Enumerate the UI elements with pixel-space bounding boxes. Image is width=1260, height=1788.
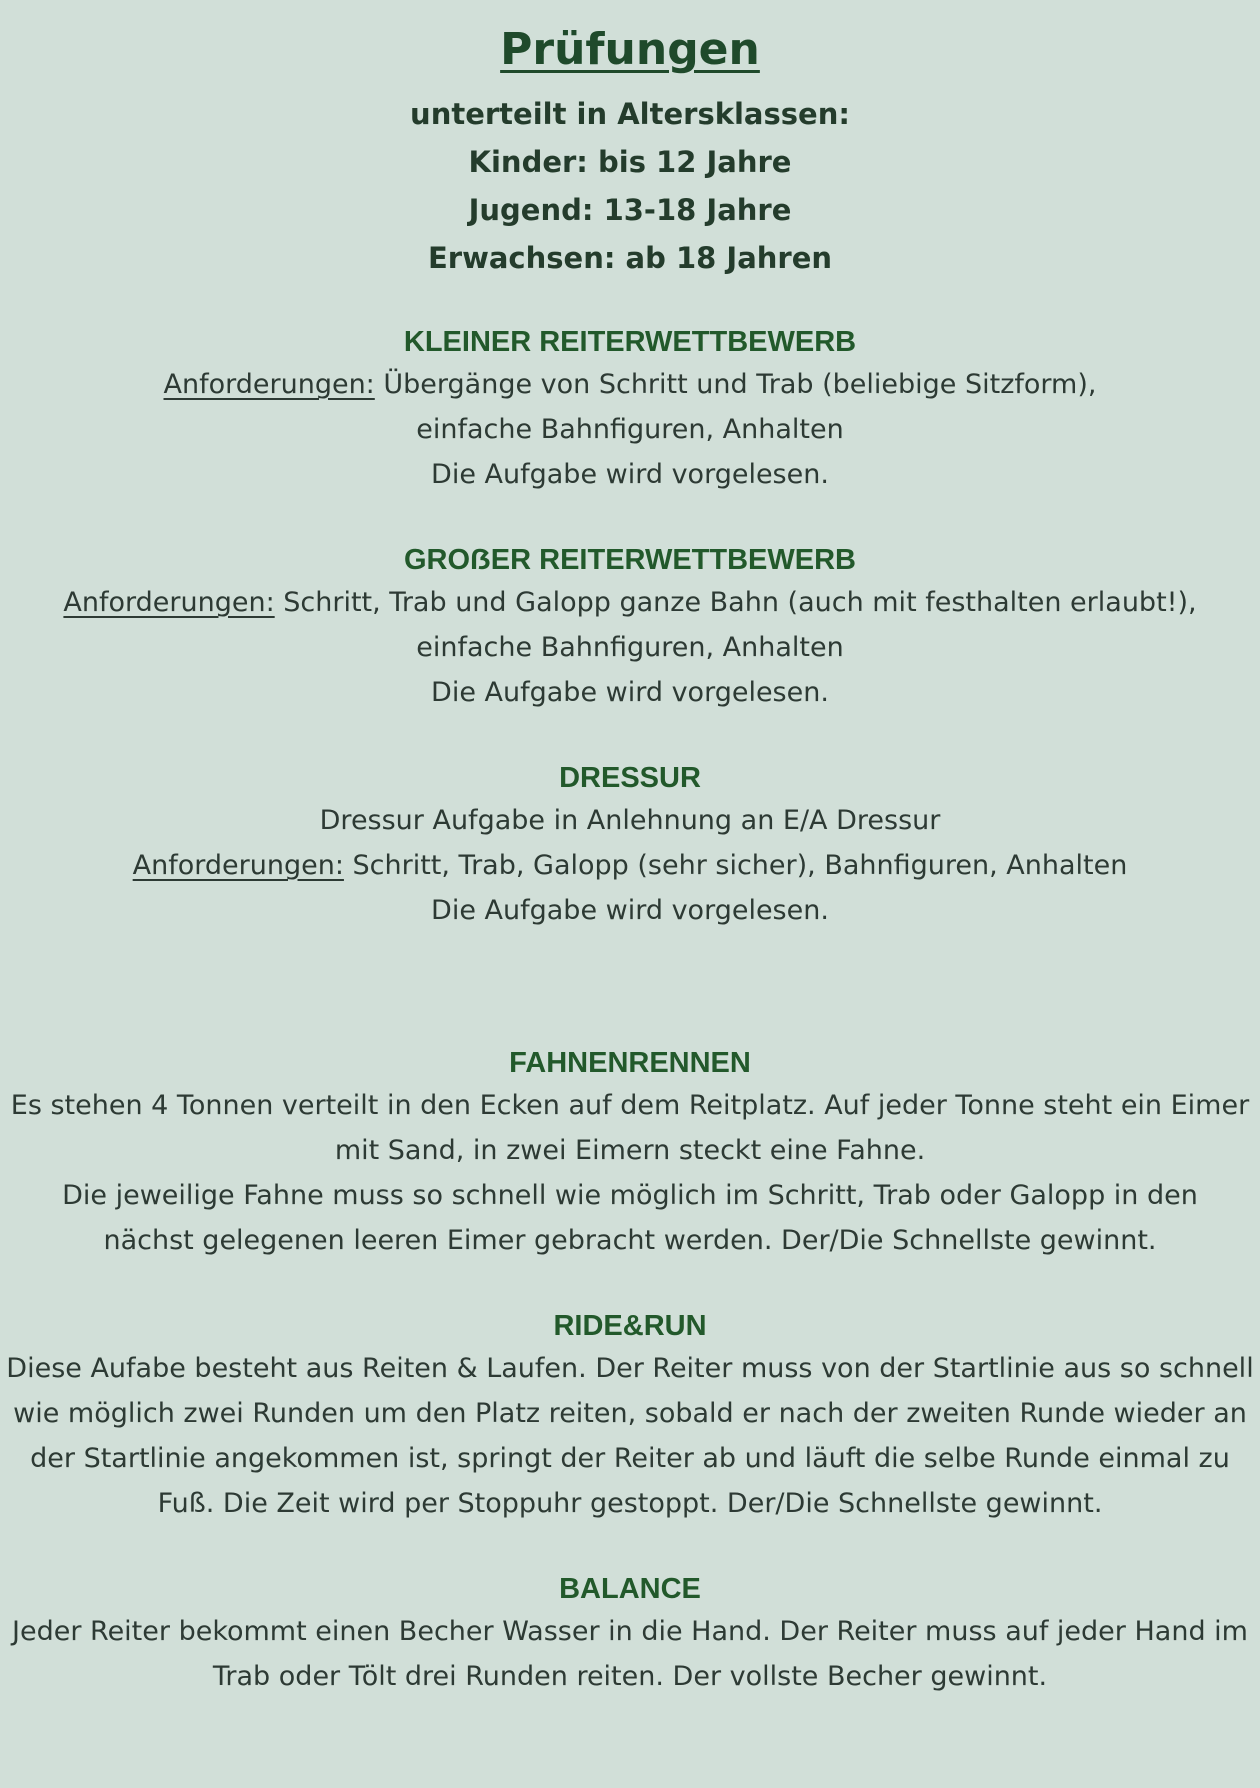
- description-line: Dressur Aufgabe in Anlehnung an E/A Dressur: [319, 805, 941, 836]
- description-line: Die Aufgabe wird vorgelesen.: [431, 459, 829, 490]
- description-line: einfache Bahnfiguren, Anhalten: [416, 632, 844, 663]
- spacer: [0, 933, 1260, 1043]
- section-ride-and-run: [0, 1306, 1260, 1526]
- section-grosser-reiterwettbewerb: [0, 540, 1260, 715]
- section-title: BALANCE: [559, 1573, 701, 1605]
- description-line: Fuß. Die Zeit wird per Stoppuhr gestoppt. Der/Die Schnellste gewinnt.: [157, 1488, 1103, 1519]
- requirements-text: Schritt, Trab und Galopp ganze Bahn (auch mit festhalten erlaubt!),: [274, 587, 1197, 618]
- requirements-label: Anforderungen:: [63, 587, 275, 618]
- description-line: Die jeweilige Fahne muss so schnell wie möglich im Schritt, Trab oder Galopp in den: [62, 1180, 1198, 1211]
- description-line: einfache Bahnfiguren, Anhalten: [416, 414, 844, 445]
- section-title: GROẞER REITERWETTBEWERB: [404, 544, 856, 576]
- spacer: [0, 282, 1260, 322]
- spacer: [0, 715, 1260, 758]
- section-kleiner-reiterwettbewerb: [0, 322, 1260, 497]
- description-line: Trab oder Tölt drei Runden reiten. Der vollste Becher gewinnt.: [212, 1661, 1048, 1692]
- section-title: DRESSUR: [559, 762, 701, 794]
- age-class-erwachsen: Erwachsen: ab 18 Jahren: [427, 241, 833, 275]
- description-line: Die Aufgabe wird vorgelesen.: [431, 677, 829, 708]
- description-line: Diese Aufabe besteht aus Reiten & Laufen. Der Reiter muss von der Startlinie aus so schnell: [6, 1353, 1254, 1384]
- requirements-line: [0, 362, 1260, 407]
- description-line: wie möglich zwei Runden um den Platz reiten, sobald er nach der zweiten Runde wieder an: [13, 1398, 1247, 1429]
- spacer: [0, 1526, 1260, 1569]
- age-class-kinder: Kinder: bis 12 Jahre: [468, 145, 792, 179]
- requirements-line: [0, 580, 1260, 625]
- section-title: FAHNENRENNEN: [509, 1047, 751, 1079]
- age-classes: [0, 90, 1260, 282]
- spacer: [0, 497, 1260, 540]
- age-class-jugend: Jugend: 13-18 Jahre: [468, 193, 792, 227]
- description-line: Es stehen 4 Tonnen verteilt in den Ecken auf dem Reitplatz. Auf jeder Tonne steht ein Eimer: [10, 1090, 1250, 1121]
- requirements-label: Anforderungen:: [132, 850, 344, 881]
- section-dressur: [0, 758, 1260, 933]
- requirements-label: Anforderungen:: [163, 369, 375, 400]
- spacer: [0, 1699, 1260, 1739]
- requirements-text: Übergänge von Schritt und Trab (beliebige Sitzform),: [374, 369, 1097, 400]
- section-balance: [0, 1569, 1260, 1699]
- page-title: Prüfungen: [500, 24, 760, 75]
- section-title: KLEINER REITERWETTBEWERB: [403, 326, 857, 358]
- section-fahnenrennen: [0, 1043, 1260, 1263]
- age-classes-heading: unterteilt in Altersklassen:: [410, 97, 850, 131]
- section-title: RIDE&RUN: [553, 1310, 707, 1342]
- requirements-text: Schritt, Trab, Galopp (sehr sicher), Bahnfiguren, Anhalten: [343, 850, 1128, 881]
- requirements-line: [0, 843, 1260, 888]
- description-line: Jeder Reiter bekommt einen Becher Wasser in die Hand. Der Reiter muss auf jeder Hand im: [12, 1616, 1248, 1647]
- description-line: nächst gelegenen leeren Eimer gebracht werden. Der/Die Schnellste gewinnt.: [103, 1225, 1157, 1256]
- spacer: [0, 1263, 1260, 1306]
- description-line: mit Sand, in zwei Eimern steckt eine Fahne.: [334, 1135, 926, 1166]
- description-line: Die Aufgabe wird vorgelesen.: [431, 895, 829, 926]
- description-line: der Startlinie angekommen ist, springt der Reiter ab und läuft die selbe Runde einmal zu: [30, 1443, 1230, 1474]
